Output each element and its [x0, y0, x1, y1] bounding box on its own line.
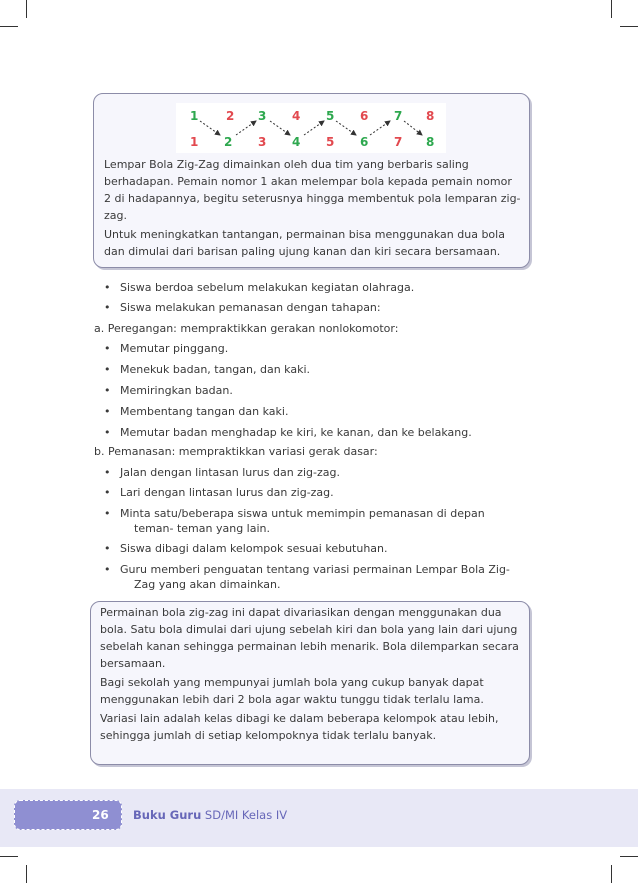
diagram-top-7: 7 — [394, 109, 403, 123]
intro-bullet: Siswa berdoa sebelum melakukan kegiatan olahraga. — [120, 281, 415, 294]
bullet-dot: • — [104, 507, 111, 520]
section-b-item: Lari dengan lintasan lurus dan zig-zag. — [120, 486, 334, 499]
section-a-item: Memutar badan menghadap ke kiri, ke kanan, dan ke belakang. — [120, 426, 472, 439]
page-number: 26 — [92, 808, 109, 822]
diagram-top-3: 3 — [258, 109, 267, 123]
diagram-bottom-8: 8 — [426, 135, 435, 149]
crop-mark — [26, 865, 27, 883]
crop-mark — [620, 26, 638, 27]
diagram-bottom-1: 1 — [190, 135, 199, 149]
footer-title — [133, 808, 287, 822]
diagram-bottom-5: 5 — [326, 135, 335, 149]
section-a-heading: a. Peregangan: mempraktikkan gerakan nonlokomotor: — [94, 322, 399, 335]
section-b-item-continued: Zag yang akan dimainkan. — [134, 578, 281, 591]
crop-mark — [26, 0, 27, 18]
section-b-item-continued: teman- teman yang lain. — [134, 522, 271, 535]
bullet-dot: • — [104, 301, 111, 314]
bullet-dot: • — [104, 542, 111, 555]
box2-paragraph-1: Permainan bola zig-zag ini dapat divariasikan dengan menggunakan dua bola. Satu bola dimulai dari ujung sebelah kiri dan bola yang lain dari ujung sebelah kanan sehingga permainan lebih menarik. Bola dilemparkan secara bersamaan. — [100, 606, 519, 670]
diagram-bottom-6: 6 — [360, 135, 369, 149]
bullet-dot: • — [104, 563, 111, 576]
bullet-dot: • — [104, 466, 111, 479]
crop-mark — [620, 856, 638, 857]
bullet-dot: • — [104, 281, 111, 294]
diagram-top-4: 4 — [292, 109, 301, 123]
bullet-dot: • — [104, 342, 111, 355]
section-b-item: Jalan dengan lintasan lurus dan zig-zag. — [120, 466, 340, 479]
book-title: Buku Guru — [133, 808, 202, 822]
box2-paragraph-2: Bagi sekolah yang mempunyai jumlah bola yang cukup banyak dapat menggunakan lebih dari 2 bola agar waktu tunggu tidak terlalu lama. — [100, 676, 484, 706]
diagram-bottom-2: 2 — [224, 135, 233, 149]
section-b-item: Minta satu/beberapa siswa untuk memimpin pemanasan di depan — [120, 507, 485, 520]
crop-mark — [0, 26, 18, 27]
bullet-dot: • — [104, 426, 111, 439]
diagram-bottom-4: 4 — [292, 135, 301, 149]
zigzag-diagram — [176, 103, 446, 153]
crop-mark — [611, 865, 612, 883]
diagram-top-2: 2 — [226, 109, 235, 123]
diagram-top-8: 8 — [426, 109, 435, 123]
section-a-item: Menekuk badan, tangan, dan kaki. — [120, 363, 311, 376]
crop-mark — [0, 856, 18, 857]
section-b-heading: b. Pemanasan: mempraktikkan variasi gerak dasar: — [94, 445, 378, 458]
section-b-item: Siswa dibagi dalam kelompok sesuai kebutuhan. — [120, 542, 388, 555]
diagram-top-5: 5 — [326, 109, 335, 123]
section-a-item: Membentang tangan dan kaki. — [120, 405, 289, 418]
section-b-item: Guru memberi penguatan tentang variasi permainan Lempar Bola Zig- — [120, 563, 510, 576]
diagram-bottom-7: 7 — [394, 135, 403, 149]
zigzag-arrows — [176, 103, 446, 153]
bullet-dot: • — [104, 363, 111, 376]
intro-bullet: Siswa melakukan pemanasan dengan tahapan: — [120, 301, 381, 314]
bullet-dot: • — [104, 405, 111, 418]
bullet-dot: • — [104, 486, 111, 499]
box1-paragraph-1: Lempar Bola Zig-Zag dimainkan oleh dua tim yang berbaris saling berhadapan. Pemain nomor 1 akan melempar bola kepada pemain nomor 2 di hadapannya, begitu seterusnya hingga membentuk pola lemparan zig-zag. — [104, 158, 521, 222]
box2-paragraph-3: Variasi lain adalah kelas dibagi ke dalam beberapa kelompok atau lebih, sehingga jumlah di setiap kelompoknya tidak terlalu banyak. — [100, 712, 499, 742]
diagram-bottom-3: 3 — [258, 135, 267, 149]
diagram-top-6: 6 — [360, 109, 369, 123]
section-a-item: Memutar pinggang. — [120, 342, 229, 355]
box1-paragraph-2: Untuk meningkatkan tantangan, permainan bisa menggunakan dua bola dan dimulai dari barisan paling ujung kanan dan kiri secara bersamaan. — [104, 228, 505, 258]
bullet-dot: • — [104, 384, 111, 397]
diagram-top-1: 1 — [190, 109, 199, 123]
section-a-item: Memiringkan badan. — [120, 384, 233, 397]
crop-mark — [611, 0, 612, 18]
book-subtitle: SD/MI Kelas IV — [201, 808, 288, 822]
